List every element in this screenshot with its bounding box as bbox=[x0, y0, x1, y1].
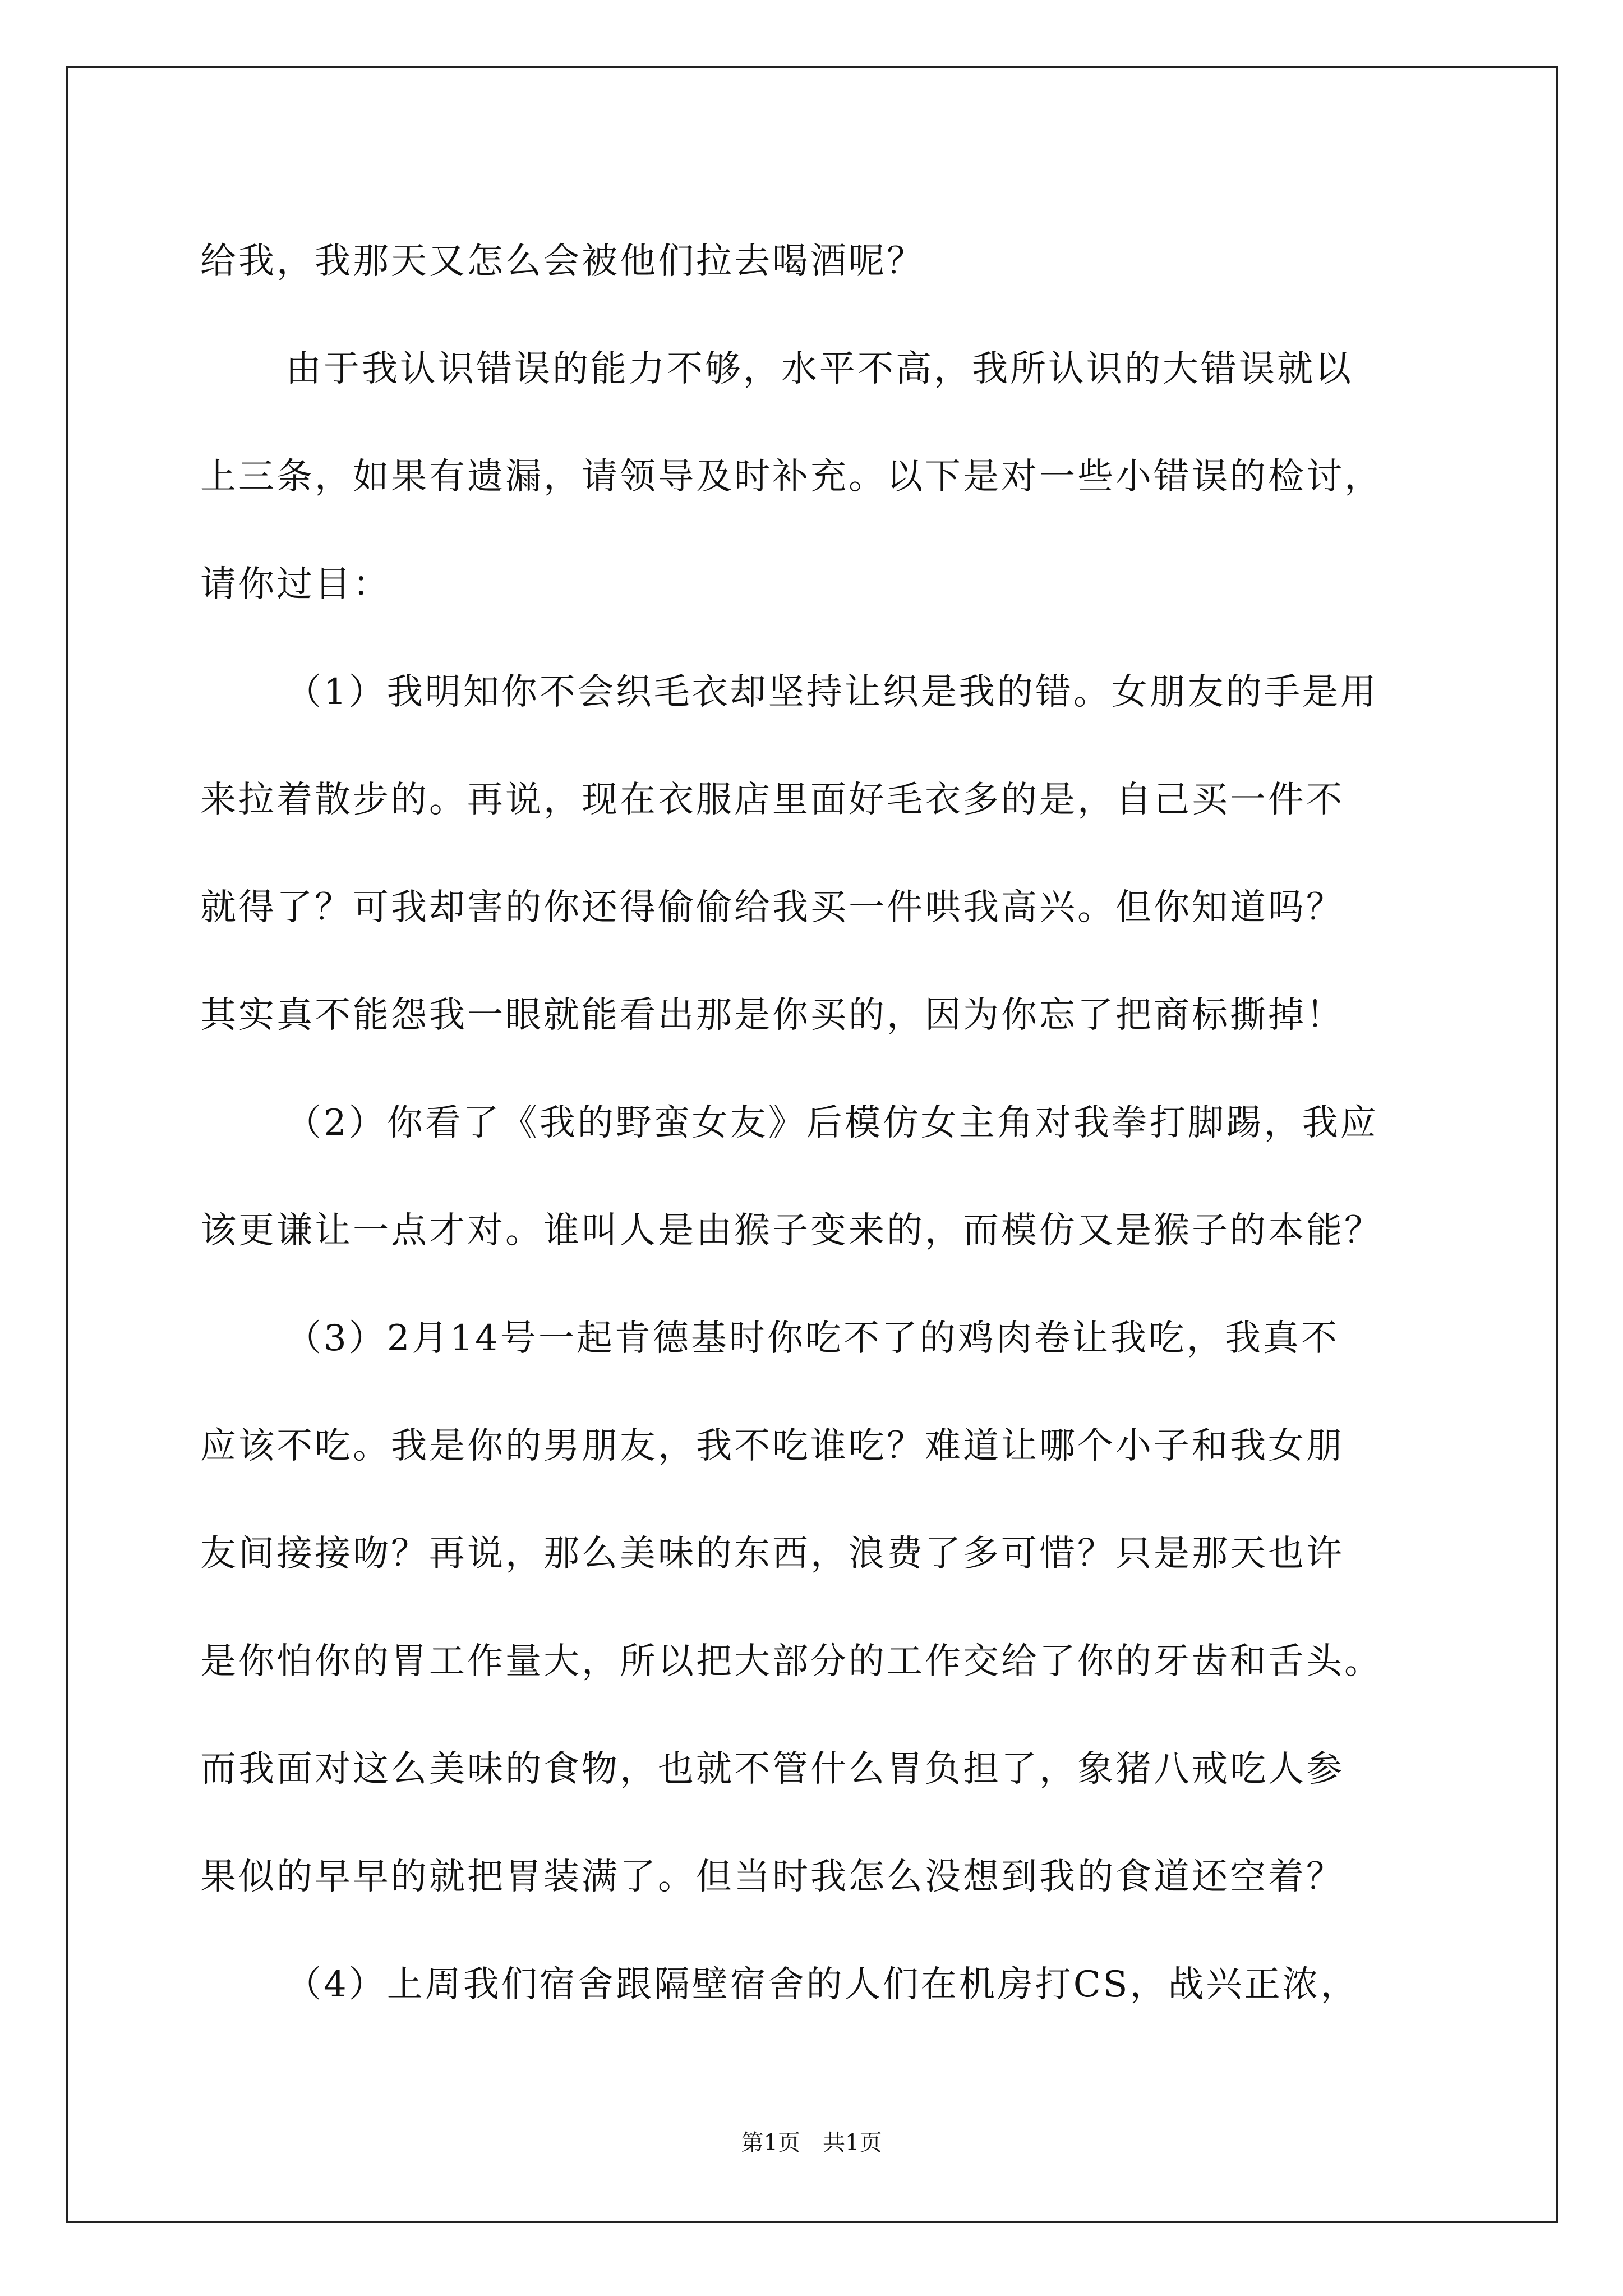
document-body bbox=[200, 208, 1468, 2039]
page-total: 共1页 bbox=[823, 2130, 882, 2156]
text-line: 给我，我那天又怎么会被他们拉去喝酒呢？ bbox=[200, 241, 925, 282]
text-line: 而我面对这么美味的食物，也就不管什么胃负担了，象猪八戒吃人参 bbox=[200, 1749, 1344, 1790]
text-line: 该更谦让一点才对。谁叫人是由猴子变来的，而模仿又是猴子的本能？ bbox=[200, 1210, 1382, 1251]
text-line: 其实真不能怨我一眼就能看出那是你买的，因为你忘了把商标撕掉！ bbox=[200, 995, 1344, 1036]
text-line: （3）2月14号一起肯德基时你吃不了的鸡肉卷让我吃，我真不 bbox=[285, 1318, 1339, 1359]
text-line: 上三条，如果有遗漏，请领导及时补充。以下是对一些小错误的检讨， bbox=[200, 456, 1382, 498]
text-line: 果似的早早的就把胃装满了。但当时我怎么没想到我的食道还空着？ bbox=[200, 1856, 1344, 1898]
text-line: （4）上周我们宿舍跟隔壁宿舍的人们在机房打CS，战兴正浓， bbox=[285, 1964, 1359, 2005]
page-footer bbox=[0, 2126, 1623, 2160]
text-line: 就得了？可我却害的你还得偷偷给我买一件哄我高兴。但你知道吗？ bbox=[200, 887, 1344, 928]
text-line: 由于我认识错误的能力不够，水平不高，我所认识的大错误就以 bbox=[285, 348, 1353, 390]
text-line: 是你怕你的胃工作量大，所以把大部分的工作交给了你的牙齿和舌头。 bbox=[200, 1641, 1382, 1682]
text-line: （1）我明知你不会织毛衣却坚持让织是我的错。女朋友的手是用 bbox=[285, 671, 1378, 713]
text-line: 应该不吃。我是你的男朋友，我不吃谁吃？难道让哪个小子和我女朋 bbox=[200, 1425, 1344, 1467]
page-number: 第1页 bbox=[741, 2130, 800, 2156]
text-line: 请你过目： bbox=[200, 564, 391, 605]
text-line: 来拉着散步的。再说，现在衣服店里面好毛衣多的是，自己买一件不 bbox=[200, 779, 1344, 821]
text-line: （2）你看了《我的野蛮女友》后模仿女主角对我拳打脚踢，我应 bbox=[285, 1102, 1378, 1144]
text-line: 友间接接吻？再说，那么美味的东西，浪费了多可惜？只是那天也许 bbox=[200, 1533, 1344, 1575]
